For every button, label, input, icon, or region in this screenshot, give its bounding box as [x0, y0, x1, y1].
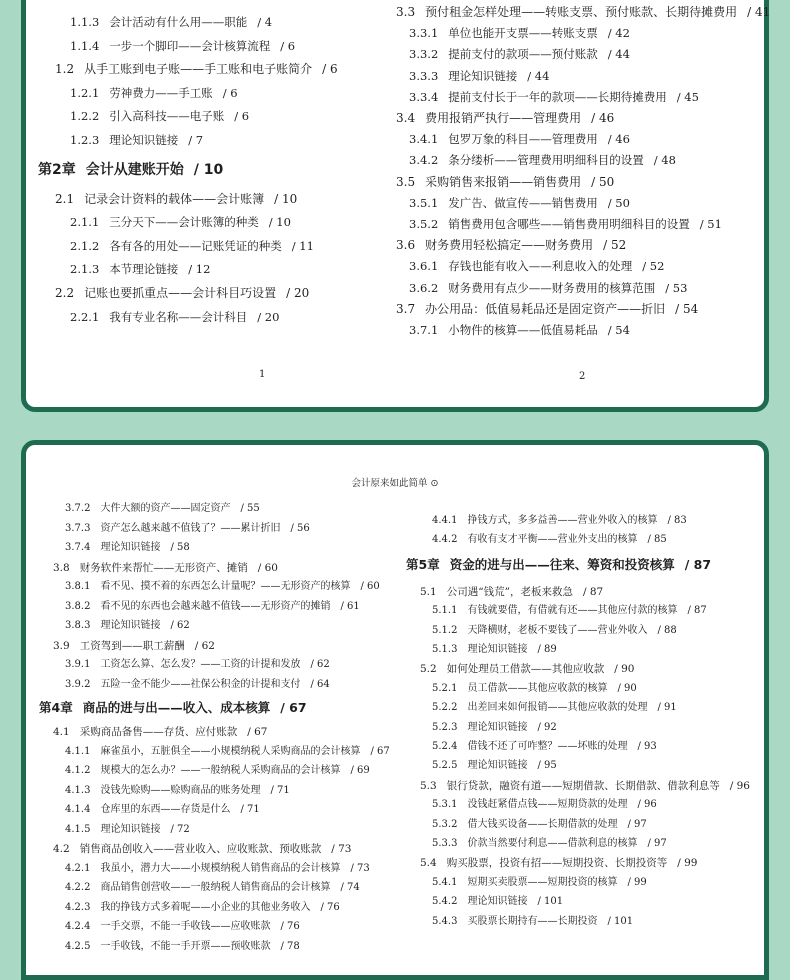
toc-number: 4.4.1: [432, 515, 458, 526]
toc-section: [53, 640, 215, 652]
toc-title: 理论知识链接: [467, 721, 528, 733]
toc-chapter: [38, 163, 223, 177]
toc-title: 买股票长期持有——长期投资: [467, 915, 598, 927]
toc-page-ref: / 97: [647, 838, 667, 849]
toc-number: 3.8.1: [65, 581, 91, 592]
toc-number: 4.2.2: [65, 882, 91, 893]
toc-title: 购买股票，投资有招——短期投资、长期投资等: [446, 857, 668, 870]
toc-page-ref: / 83: [667, 515, 687, 526]
toc-number: 第5章: [406, 556, 440, 572]
toc-page-ref: / 10: [274, 191, 298, 206]
toc-title: 一手收钱，不能一手开票——预收账款: [100, 940, 271, 952]
toc-title: 采购商品备售——存货、应付账款: [79, 726, 238, 738]
toc-number: 2.1: [55, 191, 75, 206]
toc-page-ref: / 10: [193, 161, 224, 178]
toc-page-ref: / 20: [257, 309, 280, 324]
toc-number: 5.2.3: [432, 721, 458, 733]
toc-subsection: [65, 746, 390, 758]
toc-title: 销售商品创收入——营业收入、应收账款、预收账款: [79, 843, 322, 855]
toc-title: 一步一个脚印——会计核算流程: [109, 38, 271, 53]
toc-number: 2.1.3: [70, 262, 100, 277]
toc-page-ref: / 6: [234, 109, 250, 124]
toc-subsection: [65, 785, 290, 797]
toc-subsection: [65, 503, 260, 515]
toc-page-ref: / 67: [280, 700, 307, 715]
toc-page-ref: / 96: [637, 799, 657, 811]
toc-number: 3.4.2: [409, 153, 439, 168]
toc-page-ref: / 53: [665, 280, 688, 295]
toc-title: 费用报销严执行——管理费用: [425, 111, 582, 125]
toc-number: 5.2.1: [432, 682, 458, 694]
toc-subsection: [65, 581, 380, 593]
toc-title: 记账也要抓重点——会计科目巧设置: [84, 286, 277, 300]
toc-subsection: [70, 215, 291, 229]
toc-title: 会计活动有什么用——职能: [109, 15, 248, 29]
toc-title: 理论知识链接: [467, 896, 528, 908]
toc-page-ref: / 97: [627, 818, 647, 830]
toc-number: 5.4: [420, 857, 437, 870]
toc-page-ref: / 96: [729, 779, 750, 792]
toc-number: 4.1.3: [65, 784, 91, 796]
toc-subsection: [65, 882, 360, 894]
toc-title: 规模大的怎么办？——一般纳税人采购商品的会计核算: [100, 765, 341, 776]
toc-page-ref: / 101: [607, 915, 634, 927]
toc-page-top: [21, 0, 769, 412]
toc-number: 3.6.1: [409, 259, 439, 274]
toc-number: 5.2.2: [432, 702, 458, 714]
toc-page-ref: / 90: [617, 682, 637, 694]
toc-title: 理论知识链接: [448, 68, 518, 83]
toc-title: 销售费用包含哪些——销售费用明细科目的设置: [448, 217, 690, 231]
toc-section: [53, 726, 267, 738]
toc-subsection: [65, 659, 330, 671]
toc-title: 有收有支才平衡——营业外支出的核算: [467, 534, 638, 546]
toc-title: 记录会计资料的载体——会计账簿: [84, 191, 265, 206]
toc-page-ref: / 99: [677, 857, 698, 870]
toc-page-ref: / 54: [675, 301, 699, 316]
toc-page-ref: / 6: [322, 62, 338, 77]
toc-page-ref: / 60: [257, 561, 278, 574]
toc-subsection: [409, 26, 630, 40]
toc-number: 5.1: [420, 585, 437, 598]
toc-page-ref: / 89: [537, 644, 557, 655]
toc-subsection: [65, 679, 330, 691]
toc-page-ref: / 54: [607, 323, 630, 337]
toc-page-ref: / 88: [657, 624, 677, 636]
toc-number: 1.2.3: [70, 133, 100, 147]
toc-title: 存钱也能有收入——利息收入的处理: [448, 259, 633, 274]
toc-section: [396, 302, 698, 316]
toc-number: 第2章: [38, 161, 76, 178]
toc-subsection: [432, 515, 687, 527]
toc-page-ref: / 99: [627, 876, 647, 888]
toc-title: 五险一金不能少——社保公积金的计提和支付: [100, 678, 301, 690]
toc-section: [55, 62, 338, 76]
toc-number: 1.2.2: [70, 109, 100, 124]
toc-page-ref: / 55: [240, 503, 260, 514]
toc-title: 引入高科技——电子账: [109, 109, 225, 124]
toc-page-ref: / 87: [582, 585, 604, 598]
toc-number: 2.2: [55, 286, 75, 300]
toc-title: 看不见、摸不着的东西怎么计量呢？——无形资产的核算: [100, 581, 351, 592]
toc-page-ref: / 61: [340, 600, 360, 612]
toc-title: 借大钱买设备——长期借款的处理: [467, 818, 618, 830]
toc-number: 5.2.4: [432, 741, 458, 752]
toc-title: 提前支付的款项——预付账款: [448, 47, 598, 62]
toc-title: 小物件的核算——低值易耗品: [448, 323, 598, 337]
toc-subsection: [432, 916, 633, 928]
toc-title: 理论知识链接: [100, 823, 161, 835]
toc-subsection: [70, 86, 238, 100]
toc-number: 4.2: [53, 843, 70, 855]
toc-subsection: [65, 921, 300, 933]
toc-number: 3.7.3: [65, 522, 91, 534]
toc-subsection: [70, 109, 249, 123]
toc-number: 5.4.3: [432, 915, 458, 927]
toc-title: 劳神费力——手工账: [109, 85, 213, 100]
toc-section: [53, 843, 351, 855]
toc-subsection: [70, 310, 279, 324]
toc-number: 4.1.4: [65, 804, 91, 815]
toc-page-ref: / 46: [591, 111, 615, 125]
toc-title: 一手交票，不能一手收钱——应收账款: [100, 921, 271, 932]
toc-title: 发广告、做宣传——销售费用: [448, 195, 598, 210]
toc-number: 3.4: [396, 111, 416, 125]
toc-subsection: [65, 765, 370, 777]
toc-number: 3.5.1: [409, 195, 439, 210]
toc-page-ref: / 52: [642, 259, 665, 274]
toc-number: 5.4.1: [432, 876, 458, 888]
toc-title: 预付租金怎样处理——转账支票、预付账款、长期待摊费用: [425, 5, 738, 19]
toc-number: 2.1.2: [70, 238, 100, 253]
toc-title: 财务费用轻松搞定——财务费用: [425, 238, 594, 253]
page-number-right: 2: [579, 371, 586, 382]
toc-subsection: [409, 323, 630, 337]
toc-page-ref: / 62: [194, 639, 215, 652]
toc-page-ref: / 56: [290, 522, 310, 534]
toc-title: 借钱不还了可咋整？——坏账的处理: [467, 741, 628, 752]
toc-page-ref: / 20: [286, 286, 310, 300]
toc-number: 5.3.1: [432, 799, 458, 811]
toc-section: [396, 5, 770, 19]
toc-number: 3.3: [396, 5, 416, 19]
running-header: 会计原来如此简单 ⊙: [351, 478, 439, 489]
toc-subsection: [409, 259, 664, 273]
toc-page-ref: / 62: [170, 620, 190, 631]
toc-page-ref: / 60: [360, 581, 380, 592]
toc-chapter: [39, 702, 307, 714]
toc-number: 1.1.3: [70, 15, 100, 29]
toc-title: 提前支付长于一年的款项——长期待摊费用: [448, 89, 667, 104]
toc-number: 4.2.4: [65, 921, 91, 932]
toc-number: 5.1.1: [432, 605, 458, 617]
toc-subsection: [432, 741, 657, 753]
toc-title: 条分缕析——管理费用明细科目的设置: [448, 153, 644, 168]
toc-page-ref: / 76: [280, 921, 300, 932]
toc-title: 办公用品：低值易耗品还是固定资产——折旧: [425, 301, 666, 316]
toc-number: 3.3.1: [409, 26, 439, 41]
toc-title: 单位也能开支票——转账支票: [448, 26, 598, 41]
toc-number: 3.6: [396, 238, 416, 253]
toc-number: 5.4.2: [432, 896, 458, 908]
toc-subsection: [409, 69, 549, 83]
toc-section: [53, 562, 278, 574]
toc-subsection: [70, 15, 272, 29]
toc-section: [420, 663, 634, 675]
toc-page-ref: / 41: [747, 5, 771, 19]
toc-page-ref: / 101: [537, 896, 564, 908]
toc-subsection: [432, 534, 667, 546]
toc-subsection: [432, 799, 657, 811]
toc-page-ref: / 73: [331, 843, 352, 855]
toc-number: 3.8.3: [65, 620, 91, 631]
toc-page-ref: / 10: [268, 215, 291, 230]
toc-title: 理论知识链接: [467, 644, 528, 655]
toc-title: 公司遇“钱荒”，老板来救急: [446, 585, 573, 598]
toc-number: 3.8: [53, 561, 70, 574]
toc-number: 2.1.1: [70, 215, 100, 230]
toc-subsection: [409, 153, 676, 167]
toc-subsection: [432, 877, 647, 889]
toc-subsection: [432, 838, 667, 850]
toc-page-ref: / 93: [637, 741, 657, 752]
toc-title: 商品的进与出——收入、成本核算: [82, 700, 271, 715]
toc-title: 采购销售来报销——销售费用: [425, 174, 582, 189]
toc-page-ref: / 90: [614, 663, 635, 676]
toc-number: 4.1.1: [65, 745, 91, 757]
toc-page-ref: / 64: [310, 678, 330, 690]
toc-number: 3.5.2: [409, 217, 439, 231]
toc-title: 员工借款——其他应收款的核算: [467, 682, 608, 694]
toc-page-ref: / 76: [320, 901, 340, 913]
toc-chapter: [406, 556, 712, 572]
toc-title: 仓库里的东西——存货是什么: [100, 804, 231, 815]
toc-title: 银行贷款，融资有道——短期借款、长期借款、借款利息等: [446, 779, 720, 792]
toc-section: [420, 586, 603, 598]
toc-page-ref: / 72: [170, 823, 190, 835]
toc-subsection: [432, 702, 677, 714]
toc-section: [396, 238, 626, 252]
toc-number: 3.7.1: [409, 323, 439, 337]
toc-subsection: [432, 760, 557, 772]
toc-number: 3.5: [396, 174, 416, 189]
toc-section: [396, 111, 614, 125]
toc-page-bottom: [21, 440, 769, 980]
toc-number: 3.4.1: [409, 132, 439, 147]
toc-page-ref: / 62: [310, 659, 330, 670]
toc-title: 工资驾到——职工薪酬: [79, 639, 185, 652]
toc-page-ref: / 50: [607, 195, 630, 210]
toc-title: 麻雀虽小，五脏俱全——小规模纳税人采购商品的会计核算: [100, 745, 361, 757]
toc-page-ref: / 87: [687, 605, 707, 617]
toc-subsection: [70, 262, 210, 276]
toc-section: [420, 857, 697, 869]
toc-number: 3.9.1: [65, 659, 91, 670]
toc-subsection: [432, 722, 557, 734]
toc-number: 1.2: [55, 62, 75, 77]
toc-number: 4.2.1: [65, 862, 91, 874]
toc-title: 资产怎么越来越不值钱了？——累计折旧: [100, 522, 281, 534]
toc-page-ref: / 58: [170, 542, 190, 553]
toc-number: 4.4.2: [432, 534, 458, 546]
toc-subsection: [432, 605, 707, 617]
toc-subsection: [409, 281, 687, 295]
toc-page-ref: / 48: [653, 153, 676, 168]
toc-number: 3.8.2: [65, 600, 91, 612]
toc-title: 短期买卖股票——短期投资的核算: [467, 876, 618, 888]
page-number-left: 1: [259, 369, 266, 380]
toc-title: 各有各的用处——记账凭证的种类: [109, 238, 282, 253]
toc-title: 理论知识链接: [109, 133, 179, 147]
toc-title: 资金的进与出——往来、筹资和投资核算: [449, 556, 675, 572]
toc-subsection: [432, 819, 647, 831]
toc-page-ref: / 95: [537, 760, 557, 772]
toc-page-ref: / 71: [270, 784, 290, 796]
toc-page-ref: / 44: [527, 68, 550, 83]
toc-number: 4.2.5: [65, 940, 91, 952]
toc-number: 4.1.2: [65, 765, 91, 776]
toc-page-ref: / 7: [188, 133, 204, 147]
toc-title: 有钱就要借，有借就有还——其他应付款的核算: [467, 605, 678, 617]
toc-section: [55, 192, 297, 206]
toc-subsection: [409, 196, 630, 210]
toc-subsection: [65, 601, 360, 613]
toc-number: 5.1.3: [432, 644, 458, 655]
toc-number: 5.1.2: [432, 624, 458, 636]
toc-title: 我有专业名称——会计科目: [109, 309, 248, 324]
toc-subsection: [432, 683, 637, 695]
toc-subsection: [70, 239, 314, 253]
toc-subsection: [65, 620, 190, 632]
toc-subsection: [65, 804, 260, 816]
toc-subsection: [65, 863, 370, 875]
toc-page-ref: / 12: [188, 262, 211, 277]
toc-subsection: [70, 39, 295, 53]
toc-page-ref: / 78: [280, 940, 300, 952]
toc-title: 从手工账到电子账——手工账和电子账简介: [84, 62, 313, 77]
toc-number: 3.3.4: [409, 89, 439, 104]
toc-subsection: [432, 625, 677, 637]
toc-number: 3.7: [396, 301, 416, 316]
toc-subsection: [65, 542, 190, 554]
toc-number: 3.7.4: [65, 542, 91, 553]
toc-number: 第4章: [39, 700, 73, 715]
toc-page-ref: / 67: [370, 745, 390, 757]
toc-page-ref: / 44: [607, 47, 630, 62]
toc-subsection: [65, 941, 300, 953]
toc-number: 3.9: [53, 639, 70, 652]
toc-page-ref: / 52: [603, 238, 627, 253]
toc-number: 2.2.1: [70, 309, 100, 324]
toc-number: 3.7.2: [65, 503, 91, 514]
toc-page-ref: / 69: [350, 765, 370, 776]
toc-page-ref: / 87: [684, 556, 712, 572]
toc-page-ref: / 85: [647, 534, 667, 546]
toc-number: 1.1.4: [70, 38, 100, 53]
toc-number: 4.1: [53, 726, 70, 738]
toc-page-ref: / 4: [257, 15, 273, 29]
toc-page-ref: / 46: [607, 132, 630, 147]
toc-subsection: [432, 644, 557, 656]
toc-title: 财务费用有点少——财务费用的核算范围: [448, 280, 656, 295]
toc-title: 财务软件来帮忙——无形资产、摊销: [79, 561, 248, 574]
toc-page-ref: / 74: [340, 882, 360, 893]
toc-number: 1.2.1: [70, 85, 100, 100]
toc-title: 商品销售创营收——一般纳税人销售商品的会计核算: [100, 882, 331, 893]
toc-subsection: [409, 90, 699, 104]
toc-page-ref: / 91: [657, 702, 677, 714]
toc-number: 5.3.3: [432, 838, 458, 849]
toc-number: 3.6.2: [409, 280, 439, 295]
toc-subsection: [409, 47, 630, 61]
toc-title: 工资怎么算、怎么发？——工资的计提和发放: [100, 659, 301, 670]
toc-title: 看不见的东西也会越来越不值钱——无形资产的摊销: [100, 600, 331, 612]
toc-title: 理论知识链接: [467, 760, 528, 772]
toc-page-ref: / 11: [291, 238, 314, 253]
toc-page-ref: / 50: [591, 174, 615, 189]
toc-page-ref: / 6: [222, 85, 238, 100]
toc-title: 没钱先赊购——赊购商品的账务处理: [100, 784, 261, 796]
toc-section: [55, 286, 309, 300]
toc-number: 5.2: [420, 663, 437, 676]
toc-number: 4.1.5: [65, 823, 91, 835]
toc-page-ref: / 42: [607, 26, 630, 41]
toc-page-ref: / 51: [699, 217, 722, 231]
toc-section: [420, 780, 750, 792]
toc-number: 3.3.2: [409, 47, 439, 62]
toc-page-ref: / 45: [676, 89, 699, 104]
toc-title: 挣钱方式，多多益善——营业外收入的核算: [467, 515, 658, 526]
toc-subsection: [65, 824, 190, 836]
toc-title: 如何处理员工借款——其他应收款: [446, 663, 605, 676]
toc-number: 5.3: [420, 779, 437, 792]
toc-number: 4.2.3: [65, 901, 91, 913]
toc-title: 天降横财，老板不要钱了——营业外收入: [467, 624, 648, 636]
toc-page-ref: / 67: [247, 726, 268, 738]
toc-subsection: [409, 217, 722, 231]
toc-page-ref: / 73: [350, 862, 370, 874]
toc-number: 5.3.2: [432, 818, 458, 830]
toc-title: 出差回来如何报销——其他应收款的处理: [467, 702, 648, 714]
toc-title: 大件大额的资产——固定资产: [100, 503, 231, 514]
toc-title: 没钱赶紧借点钱——短期贷款的处理: [467, 799, 628, 811]
toc-title: 价款当然要付利息——借款利息的核算: [467, 838, 638, 849]
toc-section: [396, 175, 614, 189]
toc-number: 3.3.3: [409, 68, 439, 83]
toc-subsection: [432, 896, 563, 908]
toc-page-ref: / 92: [537, 721, 557, 733]
toc-title: 我虽小，潜力大——小规模纳税人销售商品的会计核算: [100, 862, 341, 874]
toc-subsection: [70, 133, 203, 147]
toc-title: 理论知识链接: [100, 542, 161, 553]
toc-title: 三分天下——会计账簿的种类: [109, 215, 259, 230]
toc-title: 包罗万象的科目——管理费用: [448, 132, 598, 147]
toc-title: 会计从建账开始: [85, 161, 184, 178]
toc-subsection: [409, 132, 630, 146]
toc-number: 5.2.5: [432, 760, 458, 772]
toc-page-ref: / 71: [240, 804, 260, 815]
toc-title: 我的挣钱方式多着呢——小企业的其他业务收入: [100, 901, 311, 913]
toc-subsection: [65, 523, 310, 535]
toc-number: 3.9.2: [65, 678, 91, 690]
toc-title: 本节理论链接: [109, 262, 179, 277]
toc-subsection: [65, 902, 340, 914]
toc-title: 理论知识链接: [100, 620, 161, 631]
toc-page-ref: / 6: [280, 38, 296, 53]
